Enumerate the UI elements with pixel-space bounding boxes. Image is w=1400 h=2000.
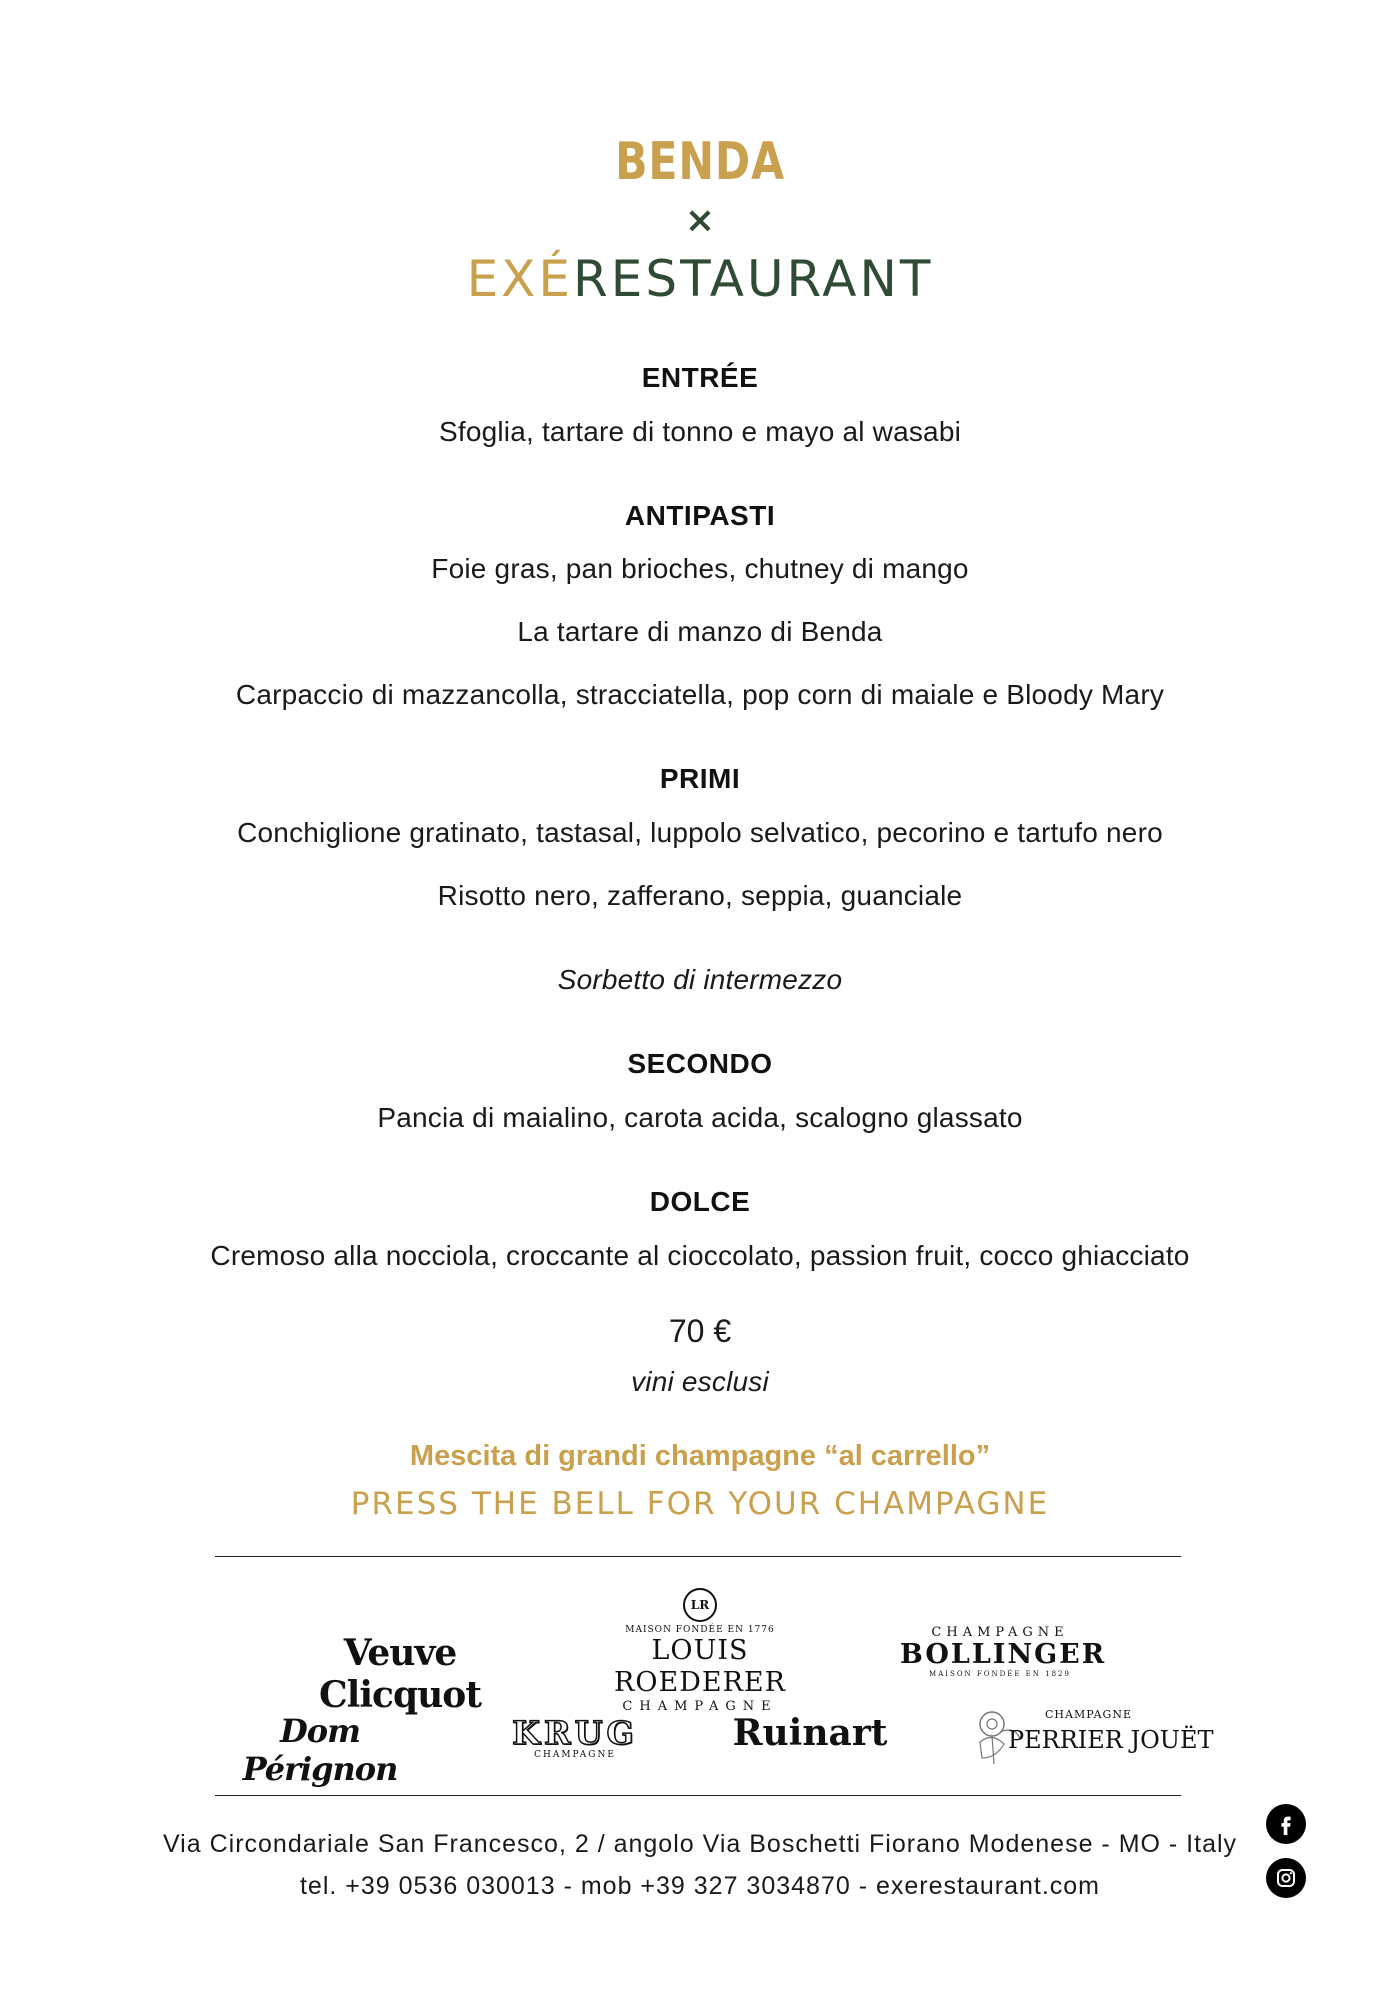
perrier-name: PERRIER JOUËT [1008,1726,1214,1754]
footer-contacts: tel. +39 0536 030013 - mob +39 327 3034870 - exerestaurant.com [299,1872,1101,1900]
intermezzo: Sorbetto di intermezzo [557,964,843,995]
dish: Pancia di maialino, carota acida, scalogno glassato [377,1102,1023,1133]
dish: La tartare di manzo di Benda [517,616,883,647]
exerestaurant-logo [0,250,1400,308]
bollinger-name: BOLLINGER [900,1639,1107,1670]
veuve-clicquot-logo: Veuve Clicquot [319,1632,481,1716]
bollinger-top: CHAMPAGNE [931,1625,1069,1640]
champagne-bell-line: PRESS THE BELL FOR YOUR CHAMPAGNE [350,1486,1050,1522]
dish: Foie gras, pan brioches, chutney di mango [431,553,969,584]
roederer-name: LOUIS ROEDERER [614,1635,786,1698]
divider-bottom [215,1795,1181,1796]
section-secondo-title: SECONDO [627,1048,773,1079]
champagne-tagline: Mescita di grandi champagne “al carrello” [409,1440,991,1472]
dish: Carpaccio di mazzancolla, stracciatella, pop corn di maiale e Bloody Mary [235,679,1165,710]
menu-price: 70 € [668,1313,732,1349]
section-dolce-title: DOLCE [649,1186,751,1217]
exe-prefix: EXÉ [466,250,574,308]
louis-roederer-logo [570,1588,830,1714]
krug-name: KRUG [512,1714,638,1752]
benda-logo: BENDA [615,132,785,192]
price-note: vini esclusi [631,1366,769,1397]
collab-x: × [684,200,716,241]
perrier-jouet-logo [970,1702,1214,1766]
dish: Sfoglia, tartare di tonno e mayo al wasabi [438,416,962,447]
roederer-sub: CHAMPAGNE [622,1699,778,1714]
dish: Risotto nero, zafferano, seppia, guanciale [437,880,963,911]
restaurant-suffix: RESTAURANT [573,250,934,308]
krug-logo [500,1716,650,1760]
section-entree-title: ENTRÉE [641,362,759,393]
dish: Conchiglione gratinato, tastasal, luppolo selvatico, pecorino e tartufo nero [237,817,1163,848]
instagram-icon[interactable] [1266,1858,1306,1898]
bollinger-logo [900,1625,1107,1678]
ruinart-logo: Ruinart [732,1712,888,1754]
divider-top [215,1556,1181,1557]
bollinger-sub: MAISON FONDÉE EN 1829 [929,1670,1071,1678]
krug-sub: CHAMPAGNE [534,1750,616,1760]
section-antipasti-title: ANTIPASTI [624,500,776,531]
dom-perignon-logo: Dom Pérignon [242,1712,398,1788]
roederer-crest-icon: LR [683,1588,717,1622]
roederer-founded: MAISON FONDÉE EN 1776 [625,1625,775,1635]
facebook-icon[interactable] [1266,1804,1306,1844]
dish: Cremoso alla nocciola, croccante al cioccolato, passion fruit, cocco ghiacciato [210,1240,1190,1271]
perrier-top: CHAMPAGNE [1045,1708,1132,1721]
section-primi-title: PRIMI [659,763,741,794]
footer-address: Via Circondariale San Francesco, 2 / angolo Via Boschetti Fiorano Modenese - MO - Italy [162,1830,1238,1858]
